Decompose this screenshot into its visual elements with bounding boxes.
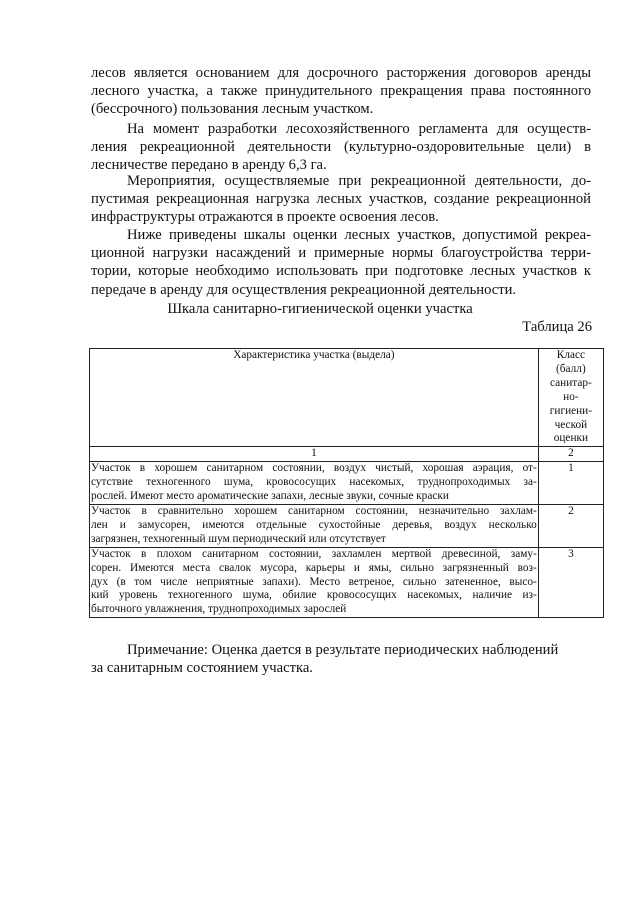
index-cell: 1 (90, 447, 539, 462)
header-class-line: гигиени- (549, 404, 592, 417)
paragraph-line: пустимая рекреационная нагрузка лесных участков, создание рекреационной (91, 191, 591, 208)
cell-line: сорен. Имеются места свалок мусора, карьеры и ямы, сильно загрязненный воз- (91, 561, 537, 574)
table-index-row (90, 447, 604, 462)
paragraph-line: лесного участка, а также принудительного прекращения права постоянного (91, 83, 591, 100)
cell-line: Участок в сравнительно хорошем санитарном состоянии, незначительно захлам- (91, 504, 537, 517)
paragraph-line: ционной нагрузки насаждений и примерные нормы благоустройства терри- (91, 245, 591, 262)
paragraph-line: ления рекреационной деятельности (культурно-оздоровительные цели) в (91, 139, 591, 156)
class-cell: 3 (538, 547, 603, 618)
cell-line: загрязнен, техногенный шум периодический или отсутствует (91, 532, 386, 545)
header-class-line: санитар- (550, 376, 592, 389)
characteristic-cell (90, 504, 539, 547)
header-class-line: но- (563, 390, 579, 403)
paragraph-line: лесов является основанием для досрочного расторжения договоров аренды (91, 65, 591, 81)
paragraph-2 (91, 120, 591, 175)
table-note (91, 641, 591, 677)
table-number: Таблица 26 (522, 319, 592, 335)
class-cell: 1 (538, 462, 603, 505)
paragraph-line: инфраструктуры отражаются в проекте освоения лесов. (91, 209, 439, 226)
characteristic-cell (90, 547, 539, 618)
note-line: за санитарным состоянием участка. (91, 660, 313, 677)
paragraph-line: (бессрочного) пользования лесным участком. (91, 101, 374, 118)
table-header-row (90, 349, 604, 447)
paragraph-line: тории, которые необходимо использовать при подготовке лесных участков к (91, 263, 591, 280)
cell-line: Участок в хорошем санитарном состоянии, воздух чистый, хорошая аэрация, от- (91, 462, 537, 475)
paragraph-1 (91, 64, 591, 119)
characteristic-cell (90, 462, 539, 505)
class-cell: 2 (538, 504, 603, 547)
cell-line: быточного увлажнения, труднопроходимых зарослей (91, 603, 347, 616)
header-class-line: ческой (554, 418, 588, 431)
paragraph-line: На момент разработки лесохозяйственного регламента для осуществ- (127, 121, 591, 137)
header-class-line: (балл) (556, 362, 586, 375)
header-characteristic: Характеристика участка (выдела) (90, 349, 539, 447)
paragraph-4 (91, 226, 591, 299)
header-class-line: Класс (556, 349, 585, 361)
cell-line: дух (в том числе неприятные запахи). Место ветреное, сильно затененное, высо- (91, 575, 537, 588)
paragraph-line: Ниже приведены шкалы оценки лесных участков, допустимой рекреа- (127, 227, 591, 243)
header-class (538, 349, 603, 447)
table-caption: Шкала санитарно-гигиенической оценки участка (167, 301, 473, 317)
paragraph-line: передаче в аренду для осуществления рекреационной деятельности. (91, 281, 517, 298)
table-row (90, 547, 604, 618)
paragraph-3 (91, 172, 591, 227)
cell-line: рослей. Имеют место ароматические запахи, лесные звуки, сочные краски (91, 490, 449, 503)
table-row (90, 504, 604, 547)
cell-line: Участок в плохом санитарном состоянии, захламлен мертвой древесиной, заму- (91, 547, 537, 560)
paragraph-line: Мероприятия, осуществляемые при рекреационной деятельности, до- (127, 173, 591, 189)
cell-line: лен и замусорен, имеются отдельные сухостойные деревья, воздух несколько (91, 518, 537, 531)
table-row (90, 462, 604, 505)
index-cell: 2 (538, 447, 603, 462)
sanitary-hygienic-table (89, 348, 604, 618)
note-line: Примечание: Оценка дается в результате периодических наблюдений (127, 642, 559, 658)
paragraph-line: лесничестве передано в аренду 6,3 га. (91, 157, 327, 174)
cell-line: сутствие техногенного шума, кровососущих насекомых, труднопроходимых за- (91, 476, 537, 489)
header-class-line: оценки (553, 432, 589, 445)
cell-line: кий уровень техногенного шума, обилие кровососущих насекомых, наличие из- (91, 589, 537, 602)
